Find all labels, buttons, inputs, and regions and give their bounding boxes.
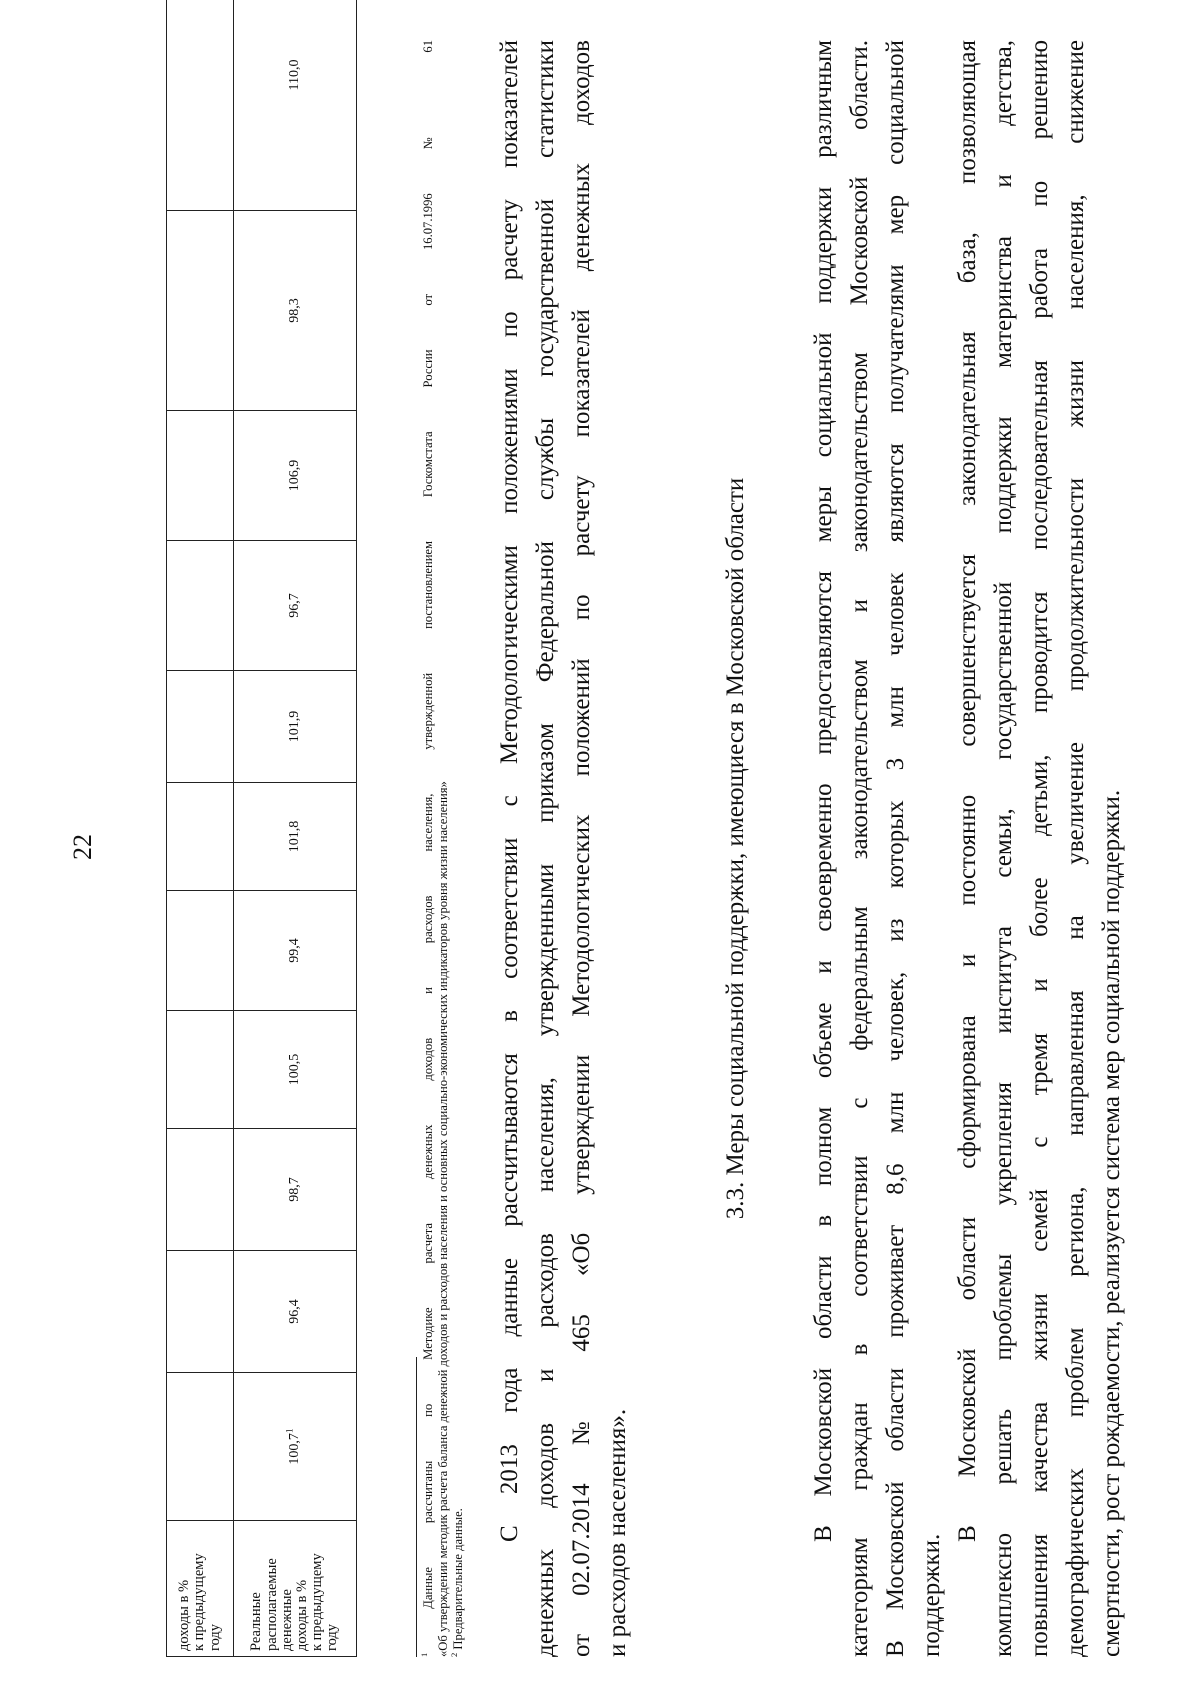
footnote-1: $^1$ Данные рассчитаны по Методике расчета денежных доходов и расходов населения, утвержденной постановлением Госкомстата России от 16.07.1996 № 61 xyxy=(418,40,435,1657)
table-cell xyxy=(167,411,234,541)
footnote-ref: 1 xyxy=(285,1428,295,1434)
table-cell xyxy=(167,1129,234,1251)
paragraph-legislation: В Московской области сформирована и постоянно совершенствуется законодательная база, позволяющая комплексно решать проблемы укрепления института семьи, государственной поддержки материнства и детства, повышения качества жизни семей с тремя и более детьми, проводится последовательная работа по решению демографических проблем региона, направленная на увеличение продолжительности жизни населения, снижение смертности, рост рождаемости, реализуется система мер социальной поддержки. xyxy=(954,40,1125,1657)
table-row xyxy=(167,0,234,1657)
table-cell xyxy=(167,891,234,1011)
footnotes xyxy=(416,40,466,1657)
page-number: 22 xyxy=(68,834,97,860)
table-cell xyxy=(167,0,234,211)
income-table xyxy=(166,0,357,1657)
row-label: Реальные располагаемые денежные доходы в % к предыдущему году xyxy=(234,1521,357,1657)
table-row xyxy=(234,0,357,1657)
table-cell: 99,4 xyxy=(234,891,357,1011)
table-cell: 106,9 xyxy=(234,411,357,541)
table-cell xyxy=(167,671,234,783)
table-cell xyxy=(167,1373,234,1521)
paragraph-social-support: В Московской области в полном объеме и своевременно предоставляются меры социальной поддержки различным категориям граждан в соответствии с федеральным законодательством и законодательством Московской области. В Московской области проживает 8,6 млн человек, из которых 3 млн человек являются получателями мер социальной поддержки. xyxy=(810,40,945,1657)
table-cell: 100,5 xyxy=(234,1011,357,1129)
paragraph-methodology: С 2013 года данные рассчитываются в соответствии с Методологическими положениями по расчету показателей денежных доходов и расходов населения, утвержденными приказом Федеральной службы государственной статистики от 02.07.2014 № 465 «Об утверждении Методологических положений по расчету показателей денежных доходов и расходов населения». xyxy=(496,40,631,1657)
table-cell: 110,0 xyxy=(234,0,357,211)
table-cell xyxy=(167,1251,234,1373)
table-cell: 98,3 xyxy=(234,211,357,411)
table-cell xyxy=(167,211,234,411)
table-cell: 101,8 xyxy=(234,783,357,891)
table-cell: 100,7$^1$ xyxy=(234,1373,357,1521)
table-cell xyxy=(167,541,234,671)
table-cell: 98,7 xyxy=(234,1129,357,1251)
table-cell: 96,4 xyxy=(234,1251,357,1373)
row-label: доходы в % к предыдущему году xyxy=(167,1521,234,1657)
footnote-divider xyxy=(416,1357,417,1657)
table-cell: 101,9 xyxy=(234,671,357,783)
table-cell: 96,7 xyxy=(234,541,357,671)
footnote-1-continued: «Об утверждении методик расчета баланса денежной доходов и расходов населения и основных социально-экономических индикаторов уровня жизни населения» xyxy=(436,781,451,1657)
footnote-2: $^2$ Предварительные данные. xyxy=(449,1508,466,1657)
section-heading: 3.3. Меры социальной поддержки, имеющиеся в Московской области xyxy=(722,477,749,1220)
table-cell xyxy=(167,1011,234,1129)
table-cell xyxy=(167,783,234,891)
